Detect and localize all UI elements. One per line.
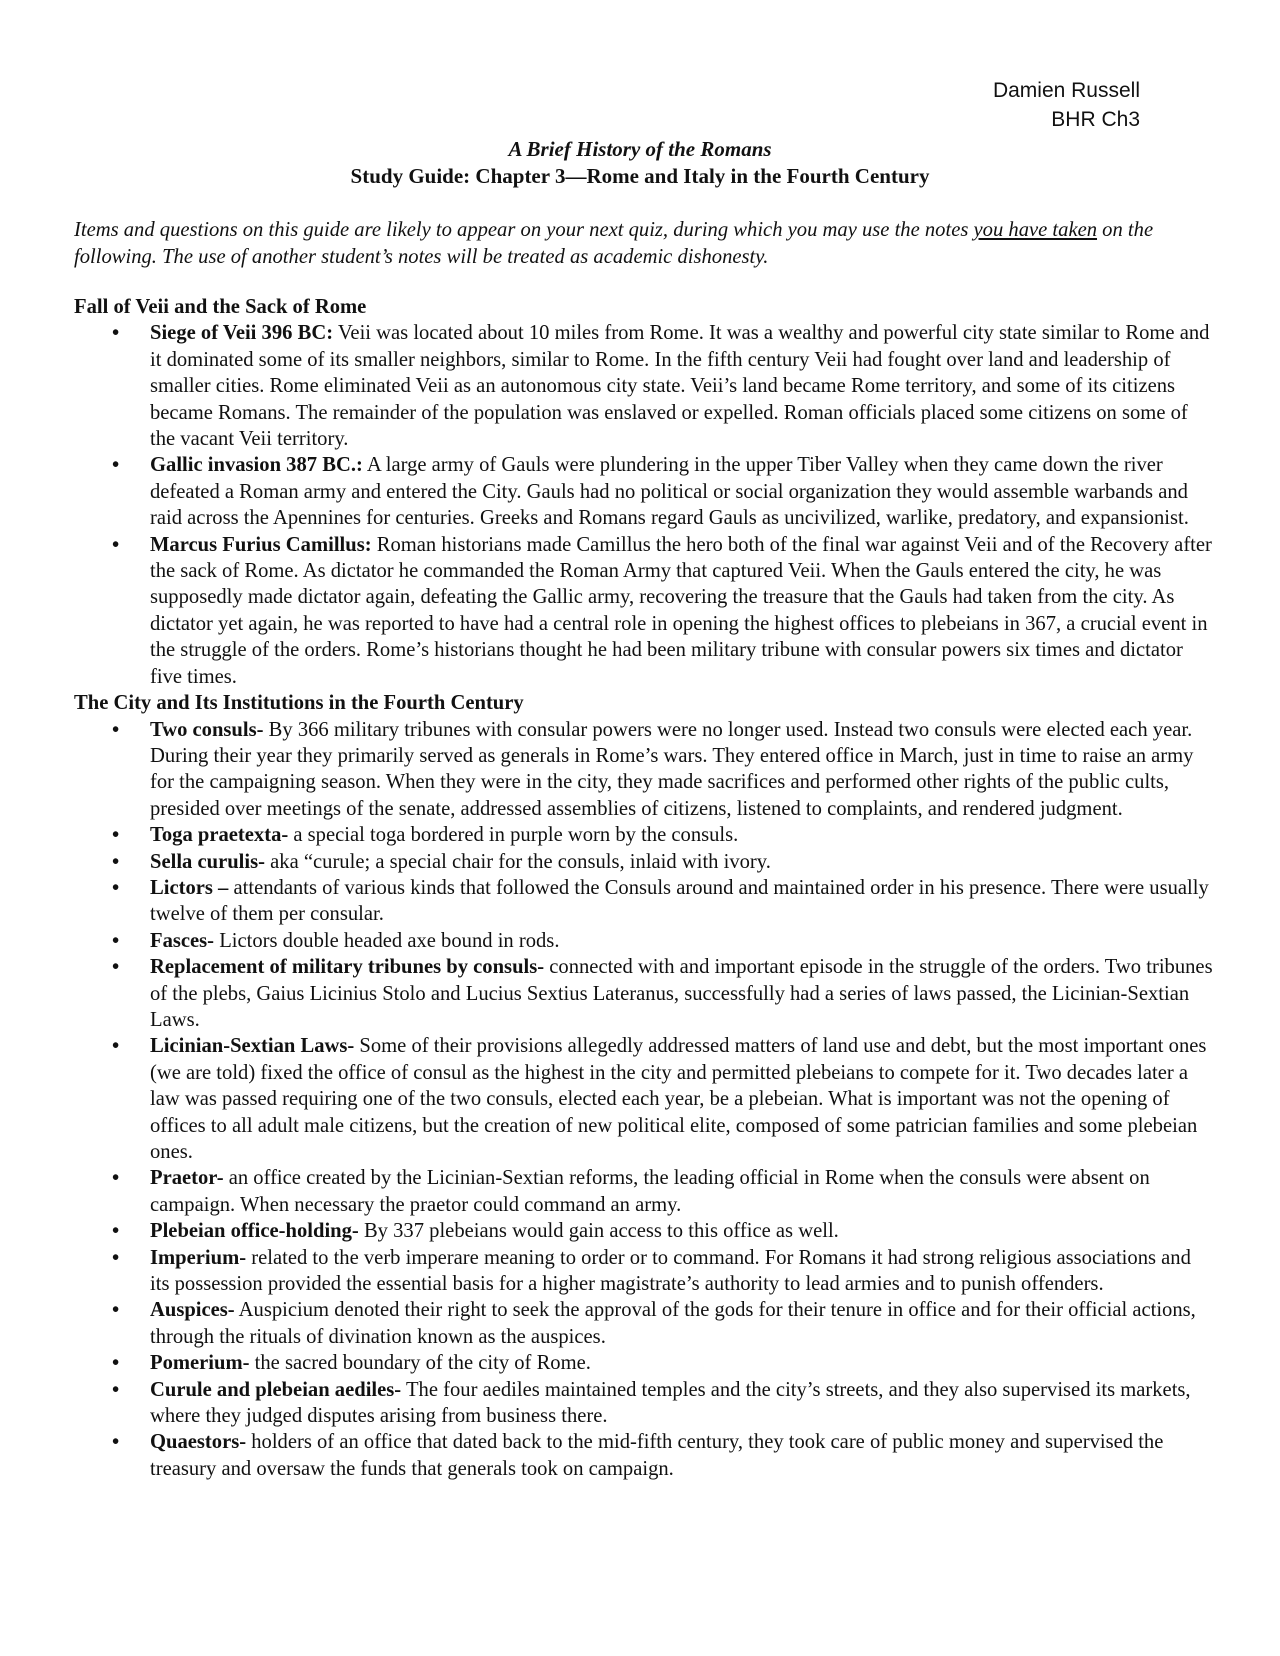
book-title: A Brief History of the Romans <box>508 137 772 161</box>
list-item <box>74 320 1214 452</box>
bullet-icon: • <box>112 929 120 952</box>
intro-text-start: Items and questions on this guide are likely to appear on your next quiz, during which you may use the notes <box>74 219 974 241</box>
item-description: Lictors double headed axe bound in rods. <box>214 929 560 952</box>
intro-underlined-text: you have taken <box>973 219 1098 241</box>
item-description: Veii was located about 10 miles from Rome. It was a wealthy and powerful city state similar to Rome and it dominated some of its smaller neighbors, similar to Rome. In the fifth century Veii had fought over land and leadership of smaller cities. Rome eliminated Veii as an autonomous city state. Veii’s land became Rome territory, and some of its citizens became Romans. The remainder of the population was enslaved or expelled. Roman officials placed some citizens on some of the vacant Veii territory. <box>150 322 1210 451</box>
item-term: Toga praetexta- <box>150 824 289 847</box>
item-description: Auspicium denoted their right to seek the approval of the gods for their tenure in office and for their official actions, through the rituals of divination known as the auspices. <box>150 1299 1196 1348</box>
bullet-icon: • <box>112 454 120 477</box>
item-term: Lictors – <box>150 876 229 899</box>
item-term: Licinian-Sextian Laws- <box>150 1035 355 1058</box>
bullet-icon: • <box>112 1246 120 1269</box>
item-description: a special toga bordered in purple worn by the consuls. <box>288 824 739 847</box>
list-item <box>74 1165 1214 1218</box>
bullet-icon: • <box>112 824 120 847</box>
section-list <box>74 320 1214 690</box>
item-description: By 366 military tribunes with consular powers were no longer used. Instead two consuls were elected each year. During their year they primarily served as generals in Rome’s wars. They entered office in March, just in time to raise an army for the campaigning season. When they were in the city, they made sacrifices and performed other rights of the public cults, presided over meetings of the senate, addressed assemblies of citizens, listened to complaints, and rendered judgment. <box>150 718 1194 820</box>
title-block <box>0 136 1280 190</box>
bullet-icon: • <box>112 1352 120 1375</box>
list-item <box>74 822 1214 848</box>
document-code: BHR Ch3 <box>1051 108 1140 131</box>
item-description: attendants of various kinds that followed the Consuls around and maintained order in his presence. There were usually twelve of them per consular. <box>150 876 1209 926</box>
author-name: Damien Russell <box>992 79 1140 102</box>
item-term: Auspices- <box>150 1299 235 1322</box>
bullet-icon: • <box>112 1220 120 1243</box>
list-item <box>74 849 1214 875</box>
item-term: Sella curulis- <box>150 850 265 873</box>
list-item <box>74 1033 1214 1165</box>
item-description: related to the verb imperare meaning to order or to command. For Romans it had strong religious associations and its possession provided the essential basis for a higher magistrate’s authority to lead armies and to punish offenders. <box>150 1246 1191 1296</box>
item-term: Imperium- <box>150 1246 247 1269</box>
item-description: Some of their provisions allegedly addressed matters of land use and debt, but the most important ones (we are told) fixed the office of consul as the highest in the city and permitted plebeians to compete for it. Two decades later a law was passed requiring one of the two consuls, elected each year, be a plebeian. What is important was not the opening of offices to all adult male citizens, but the creation of new political elite, composed of some patrician families and some plebeian ones. <box>150 1035 1207 1163</box>
bullet-icon: • <box>112 1378 120 1401</box>
list-item <box>74 1429 1214 1482</box>
item-description: connected with and important episode in the struggle of the orders. Two tribunes of the plebs, Gaius Licinius Stolo and Lucius Sextius Lateranus, successfully had a series of laws passed, the Licinian-Sextian Laws. <box>150 956 1213 1031</box>
item-description: the sacred boundary of the city of Rome. <box>249 1352 591 1375</box>
list-item <box>74 1245 1214 1298</box>
list-item <box>74 928 1214 954</box>
list-item <box>74 452 1214 531</box>
item-term: Replacement of military tribunes by consuls- <box>150 956 545 979</box>
intro-paragraph <box>74 217 1204 270</box>
item-term: Gallic invasion 387 BC.: <box>150 454 363 477</box>
list-item <box>74 532 1214 690</box>
bullet-icon: • <box>112 956 120 979</box>
item-term: Praetor- <box>150 1167 224 1190</box>
list-item <box>74 1377 1214 1430</box>
list-item <box>74 1350 1214 1376</box>
item-description: an office created by the Licinian-Sextian reforms, the leading official in Rome when the consuls were absent on campaign. When necessary the praetor could command an army. <box>150 1167 1150 1216</box>
bullet-icon: • <box>112 850 120 873</box>
bullet-icon: • <box>112 1035 120 1058</box>
list-item <box>74 717 1214 823</box>
item-description: Roman historians made Camillus the hero both of the final war against Veii and of the Recovery after the sack of Rome. As dictator he commanded the Roman Army that captured Veii. When the Gauls entered the city, he was supposedly made dictator again, defeating the Gallic army, recovering the treasure that the Gauls had taken from the city. As dictator yet again, he was reported to have had a central role in opening the highest offices to plebeians in 367, a crucial event in the struggle of the orders. Rome’s historians thought he had been military tribune with consular powers six times and dictator five times. <box>150 533 1212 688</box>
bullet-icon: • <box>112 718 120 741</box>
item-term: Siege of Veii 396 BC: <box>150 322 334 345</box>
item-term: Pomerium- <box>150 1352 250 1375</box>
intro-text-end: on the following. The use of another student’s notes will be treated as academic dishonesty. <box>74 219 1154 268</box>
item-term: Two consuls- <box>150 718 264 741</box>
item-description: A large army of Gauls were plundering in the upper Tiber Valley when they came down the river defeated a Roman army and entered the City. Gauls had no political or social organization they would assemble warbands and raid across the Apennines for centuries. Greeks and Romans regard Gauls as uncivilized, warlike, predatory, and expansionist. <box>150 454 1189 530</box>
bullet-icon: • <box>112 322 120 345</box>
bullet-icon: • <box>112 1299 120 1322</box>
section-list <box>74 717 1214 1483</box>
section-heading: Fall of Veii and the Sack of Rome <box>74 296 367 318</box>
item-description: aka “curule; a special chair for the consuls, inlaid with ivory. <box>265 850 771 873</box>
list-item <box>74 1297 1214 1350</box>
item-term: Plebeian office-holding- <box>150 1220 359 1243</box>
study-guide-content <box>74 294 1214 1482</box>
list-item <box>74 1218 1214 1244</box>
item-description: holders of an office that dated back to the mid-fifth century, they took care of public money and supervised the treasury and oversaw the funds that generals took on campaign. <box>150 1431 1164 1480</box>
item-description: The four aediles maintained temples and the city’s streets, and they also supervised its markets, where they judged disputes arising from business there. <box>150 1378 1191 1428</box>
bullet-icon: • <box>112 1431 120 1454</box>
list-item <box>74 875 1214 928</box>
item-description: By 337 plebeians would gain access to this office as well. <box>358 1220 839 1243</box>
list-item <box>74 954 1214 1033</box>
bullet-icon: • <box>112 1167 120 1190</box>
item-term: Quaestors- <box>150 1431 247 1454</box>
bullet-icon: • <box>112 876 120 899</box>
section-heading: The City and Its Institutions in the Fourth Century <box>74 692 524 715</box>
item-term: Curule and plebeian aediles- <box>150 1378 402 1401</box>
item-term: Marcus Furius Camillus: <box>150 533 372 556</box>
item-term: Fasces- <box>150 929 215 952</box>
bullet-icon: • <box>112 533 120 556</box>
document-header <box>993 76 1140 134</box>
guide-title: Study Guide: Chapter 3—Rome and Italy in the Fourth Century <box>350 164 930 188</box>
